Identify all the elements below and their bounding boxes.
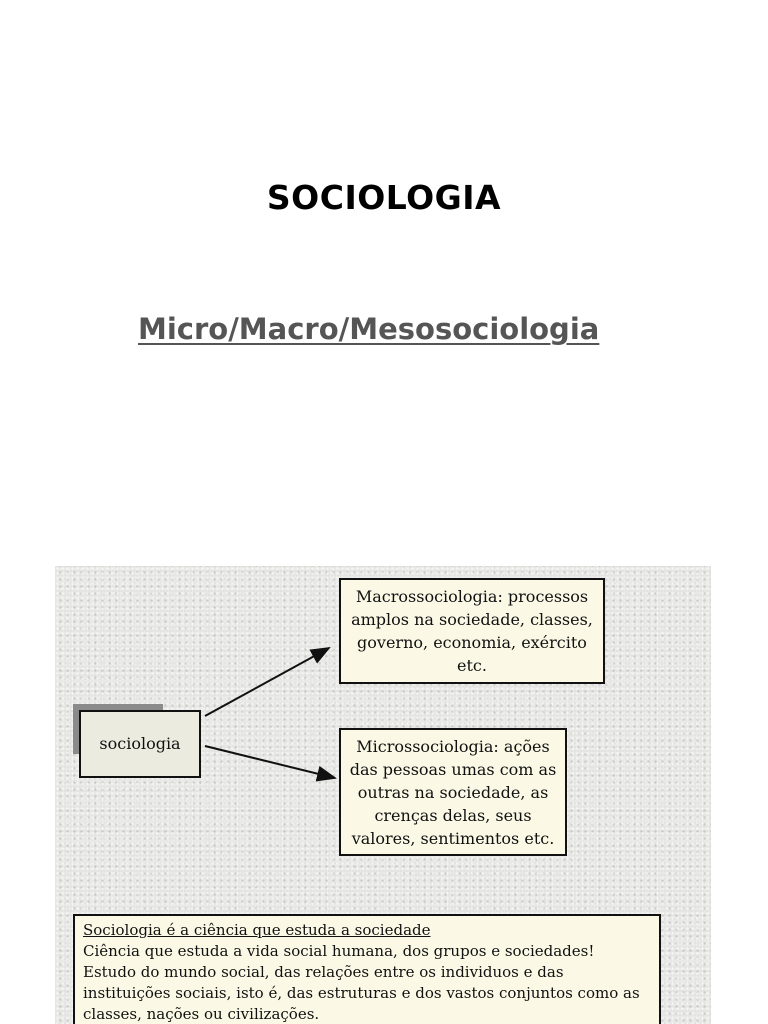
macro-line: Macrossociologia: processos — [355, 587, 589, 606]
macro-line: amplos na sociedade, classes, — [351, 610, 593, 629]
micro-line: Microssociologia: ações — [356, 737, 550, 756]
macro-line: etc. — [457, 656, 487, 675]
definition-line: Estudo do mundo social, das relações entre os individuos e das — [83, 963, 564, 981]
definition-box — [73, 914, 661, 1024]
definition-line: instituições sociais, isto é, das estruturas e dos vastos conjuntos como as — [83, 984, 640, 1002]
arrow-to-macro — [205, 648, 329, 716]
definition-heading: Sociologia é a ciência que estuda a sociedade — [83, 921, 431, 939]
macrosociology-box — [339, 578, 605, 684]
arrow-to-micro — [205, 746, 335, 778]
macro-line: governo, economia, exército — [357, 633, 587, 652]
sociologia-box — [79, 710, 201, 778]
slide-subtitle: Micro/Macro/Mesosociologia — [138, 312, 600, 346]
microsociology-box — [339, 728, 567, 856]
sociologia-label: sociologia — [99, 734, 181, 753]
sociology-diagram — [55, 566, 711, 1024]
micro-line: outras na sociedade, as — [357, 783, 549, 802]
micro-line: valores, sentimentos etc. — [351, 829, 555, 848]
micro-line: crenças delas, seus — [374, 806, 532, 825]
definition-line: Ciência que estuda a vida social humana, dos grupos e sociedades! — [83, 942, 595, 960]
micro-line: das pessoas umas com as — [349, 760, 557, 779]
slide-title: SOCIOLOGIA — [266, 178, 502, 217]
definition-line: classes, nações ou civilizações. — [83, 1005, 320, 1023]
